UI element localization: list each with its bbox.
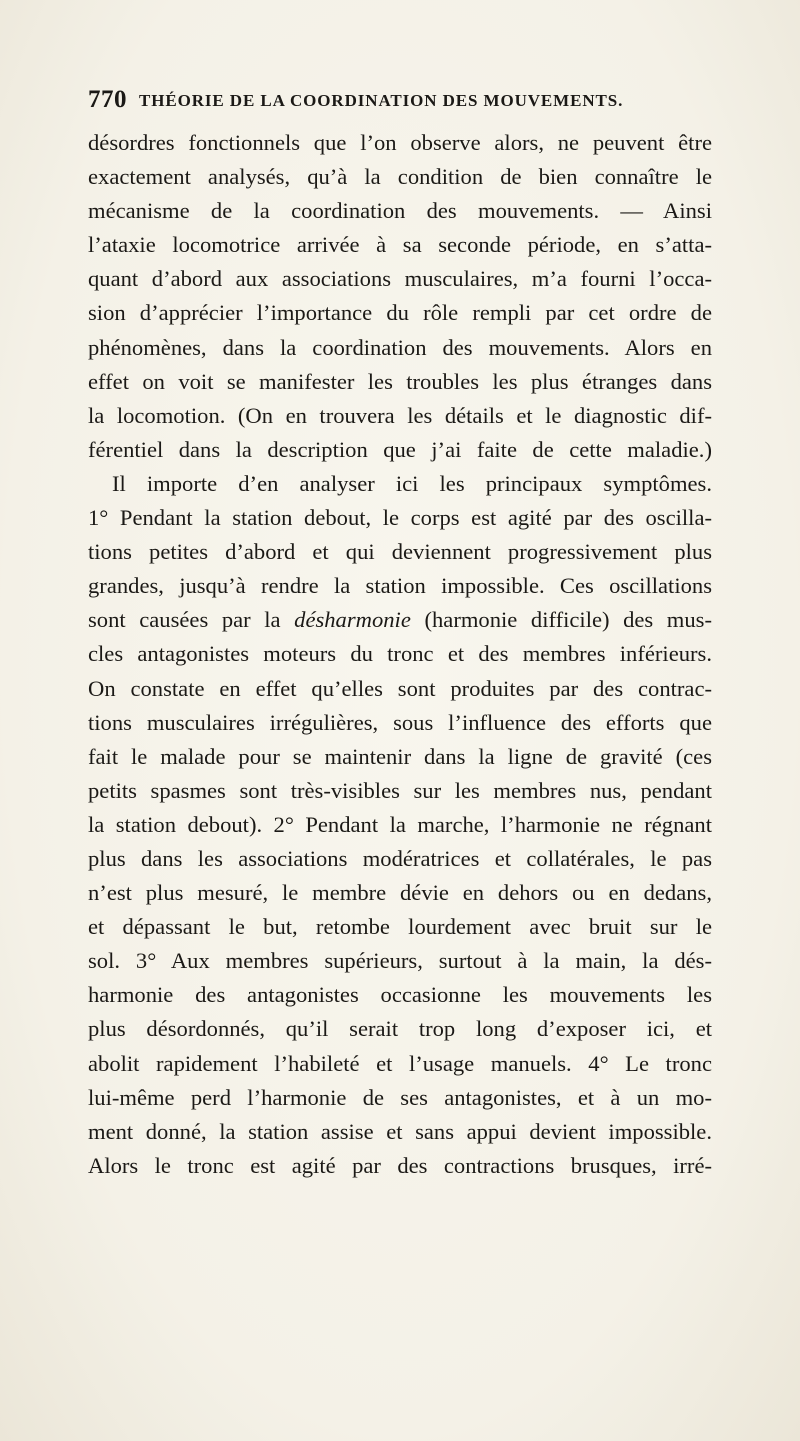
body-text [88, 126, 712, 1183]
text-line-15-start: sont causées par la [88, 607, 295, 633]
text-line-4: l’ataxie locomotrice arrivée à sa seconde période, en s’atta- [88, 232, 712, 258]
running-head: THÉORIE DE LA COORDINATION DES MOUVEMENTS. [139, 91, 624, 110]
page-number: 770 [88, 86, 127, 113]
text-line-15-end: (harmonie difficile) des mus- [424, 607, 712, 633]
text-line-25: sol. 3° Aux membres supérieurs, surtout à la main, la dés- [88, 948, 712, 974]
text-line-11: Il importe d’en analyser ici les principaux symptômes. [112, 470, 712, 496]
page-header [88, 86, 712, 120]
text-line-14: grandes, jusqu’à rendre la station impossible. Ces oscillations [88, 573, 712, 599]
text-line-3: mécanisme de la coordination des mouvements. — Ainsi [88, 198, 712, 224]
text-line-10: férentiel dans la description que j’ai faite de cette maladie.) [88, 436, 712, 462]
italic-term: désharmonie [294, 607, 411, 633]
text-line-26: harmonie des antagonistes occasionne les mouvements les [88, 982, 712, 1008]
text-line-28: abolit rapidement l’habileté et l’usage manuels. 4° Le tronc [88, 1050, 712, 1076]
text-line-20: petits spasmes sont très-visibles sur les membres nus, pendant [88, 777, 712, 803]
text-line-29: lui-même perd l’harmonie de ses antagonistes, et à un mo- [88, 1084, 712, 1110]
text-line-22: plus dans les associations modératrices et collatérales, le pas [88, 845, 712, 871]
text-line-9: la locomotion. (On en trouvera les détails et le diagnostic dif- [88, 402, 712, 428]
text-line-13: tions petites d’abord et qui deviennent progressivement plus [88, 539, 712, 565]
text-line-6: sion d’apprécier l’importance du rôle rempli par cet ordre de [88, 300, 712, 326]
text-line-15 [88, 603, 712, 637]
text-line-23: n’est plus mesuré, le membre dévie en dehors ou en dedans, [88, 880, 712, 906]
text-line-31: Alors le tronc est agité par des contractions brusques, irré- [88, 1152, 712, 1178]
text-line-16: cles antagonistes moteurs du tronc et des membres inférieurs. [88, 641, 712, 667]
text-line-5: quant d’abord aux associations musculaires, m’a fourni l’occa- [88, 266, 712, 292]
text-line-24: et dépassant le but, retombe lourdement avec bruit sur le [88, 914, 712, 940]
text-line-12: 1° Pendant la station debout, le corps est agité par des oscilla- [88, 505, 712, 531]
text-line-21: la station debout). 2° Pendant la marche, l’harmonie ne régnant [88, 811, 712, 837]
text-line-2: exactement analysés, qu’à la condition de bien connaître le [88, 164, 712, 190]
text-line-17: On constate en effet qu’elles sont produites par des contrac- [88, 675, 712, 701]
text-line-19: fait le malade pour se maintenir dans la ligne de gravité (ces [88, 743, 712, 769]
text-line-1: désordres fonctionnels que l’on observe alors, ne peuvent être [88, 130, 712, 155]
text-line-8: effet on voit se manifester les troubles les plus étranges dans [88, 368, 712, 394]
text-line-7: phénomènes, dans la coordination des mouvements. Alors en [88, 334, 712, 360]
text-line-27: plus désordonnés, qu’il serait trop long d’exposer ici, et [88, 1016, 712, 1042]
text-line-18: tions musculaires irrégulières, sous l’influence des efforts que [88, 709, 712, 735]
text-line-30: ment donné, la station assise et sans appui devient impossible. [88, 1118, 712, 1144]
